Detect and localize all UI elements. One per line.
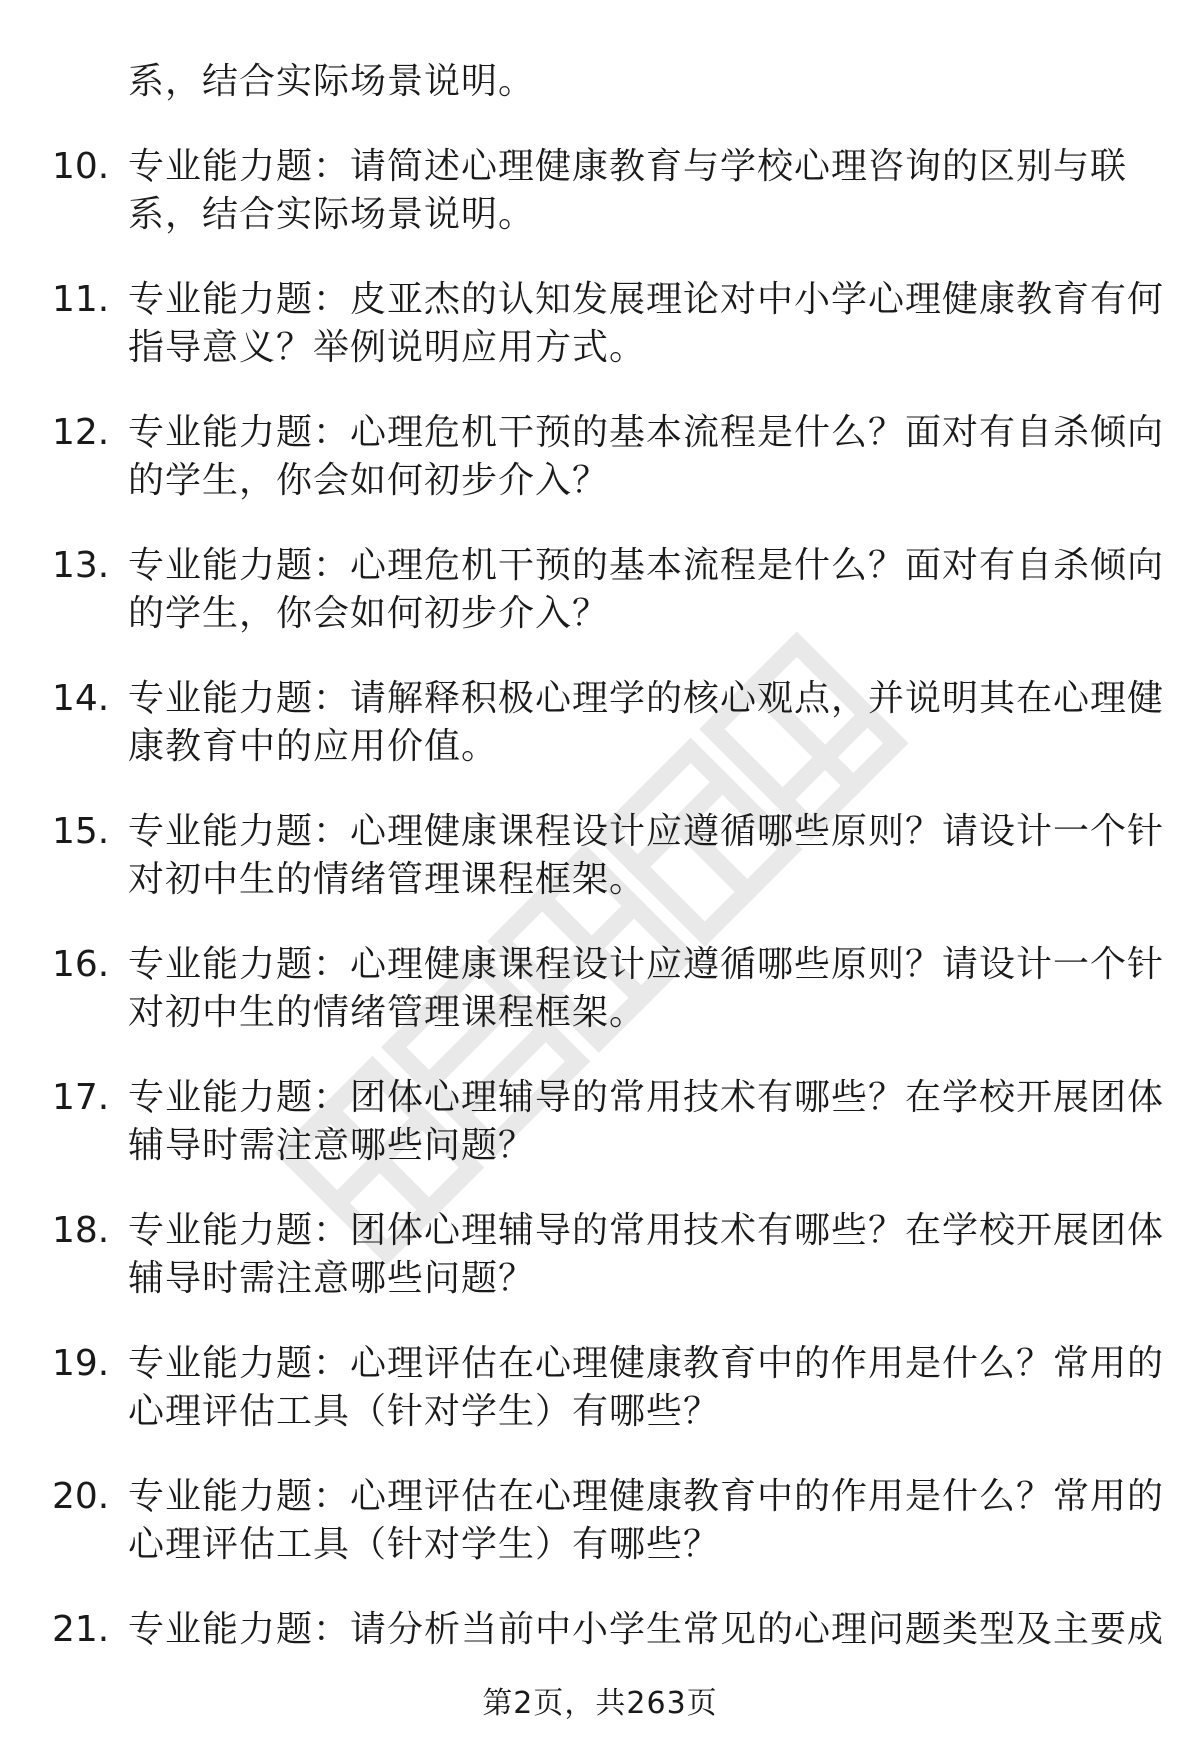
question-text <box>128 143 1142 239</box>
question-number: 18. <box>52 1210 110 1251</box>
question-item <box>52 941 1165 1037</box>
question-number: 21. <box>52 1609 110 1650</box>
question-item <box>52 1340 1165 1436</box>
question-text-line: 专业能力题：请简述心理健康教育与学校心理咨询的区别与联 <box>128 146 1128 187</box>
question-text-line: 专业能力题：皮亚杰的认知发展理论对中小学心理健康教育有何 <box>128 279 1165 320</box>
question-item <box>52 409 1165 505</box>
question-text <box>128 1207 1164 1303</box>
question-number: 20. <box>52 1476 110 1517</box>
question-item <box>52 1606 1165 1654</box>
page-footer: 第2页，共263页 <box>482 1686 718 1721</box>
question-text <box>128 675 1164 771</box>
question-text-line: 专业能力题：心理评估在心理健康教育中的作用是什么？常用的 <box>128 1343 1165 1384</box>
question-list <box>52 58 1165 1654</box>
question-text <box>128 1473 1164 1569</box>
question-number: 10. <box>52 146 110 187</box>
question-text <box>128 409 1164 505</box>
question-text-line: 专业能力题：团体心理辅导的常用技术有哪些？在学校开展团体 <box>128 1210 1165 1251</box>
question-item <box>52 1074 1165 1170</box>
question-text <box>128 808 1164 904</box>
question-number: 17. <box>52 1077 110 1118</box>
question-text-line: 指导意义？举例说明应用方式。 <box>128 327 647 368</box>
question-text-line: 的学生，你会如何初步介入？ <box>128 460 610 501</box>
question-text-line: 的学生，你会如何初步介入？ <box>128 593 610 634</box>
question-text-line: 辅导时需注意哪些问题？ <box>128 1258 536 1299</box>
question-number: 14. <box>52 678 110 719</box>
question-item <box>52 1473 1165 1569</box>
question-text <box>128 1606 1164 1654</box>
question-text-line: 心理评估工具（针对学生）有哪些？ <box>128 1391 721 1432</box>
question-text-line: 专业能力题：请解释积极心理学的核心观点，并说明其在心理健 <box>128 678 1165 719</box>
question-number: 15. <box>52 811 110 852</box>
question-text-line: 专业能力题：心理评估在心理健康教育中的作用是什么？常用的 <box>128 1476 1165 1517</box>
questions-container <box>52 143 1165 1654</box>
question-item <box>52 808 1165 904</box>
question-text <box>128 941 1164 1037</box>
question-text-line: 专业能力题：心理健康课程设计应遵循哪些原则？请设计一个针 <box>128 944 1165 985</box>
question-text-line: 系，结合实际场景说明。 <box>128 194 536 235</box>
question-item <box>52 143 1142 239</box>
question-text <box>128 542 1164 638</box>
question-number: 12. <box>52 412 110 453</box>
question-item <box>52 675 1165 771</box>
question-text <box>128 1340 1164 1436</box>
question-text-line: 康教育中的应用价值。 <box>128 726 499 767</box>
question-item <box>52 542 1165 638</box>
question-text <box>128 276 1164 372</box>
question-text-line: 专业能力题：心理危机干预的基本流程是什么？面对有自杀倾向 <box>128 412 1165 453</box>
question-number: 11. <box>52 279 110 320</box>
question-number: 19. <box>52 1343 110 1384</box>
question-item <box>52 1207 1165 1303</box>
question-text-line: 专业能力题：心理健康课程设计应遵循哪些原则？请设计一个针 <box>128 811 1165 852</box>
question-text-line: 专业能力题：团体心理辅导的常用技术有哪些？在学校开展团体 <box>128 1077 1165 1118</box>
question-item <box>52 276 1165 372</box>
continuation-text: 系，结合实际场景说明。 <box>128 61 536 102</box>
question-number: 16. <box>52 944 110 985</box>
question-text-line: 对初中生的情绪管理课程框架。 <box>128 992 647 1033</box>
question-text-line: 专业能力题：请分析当前中小学生常见的心理问题类型及主要成 <box>128 1609 1165 1650</box>
question-text-line: 专业能力题：心理危机干预的基本流程是什么？面对有自杀倾向 <box>128 545 1165 586</box>
question-text-line: 辅导时需注意哪些问题？ <box>128 1125 536 1166</box>
question-text-line: 对初中生的情绪管理课程框架。 <box>128 859 647 900</box>
question-text <box>128 1074 1164 1170</box>
question-number: 13. <box>52 545 110 586</box>
question-text-line: 心理评估工具（针对学生）有哪些？ <box>128 1524 721 1565</box>
